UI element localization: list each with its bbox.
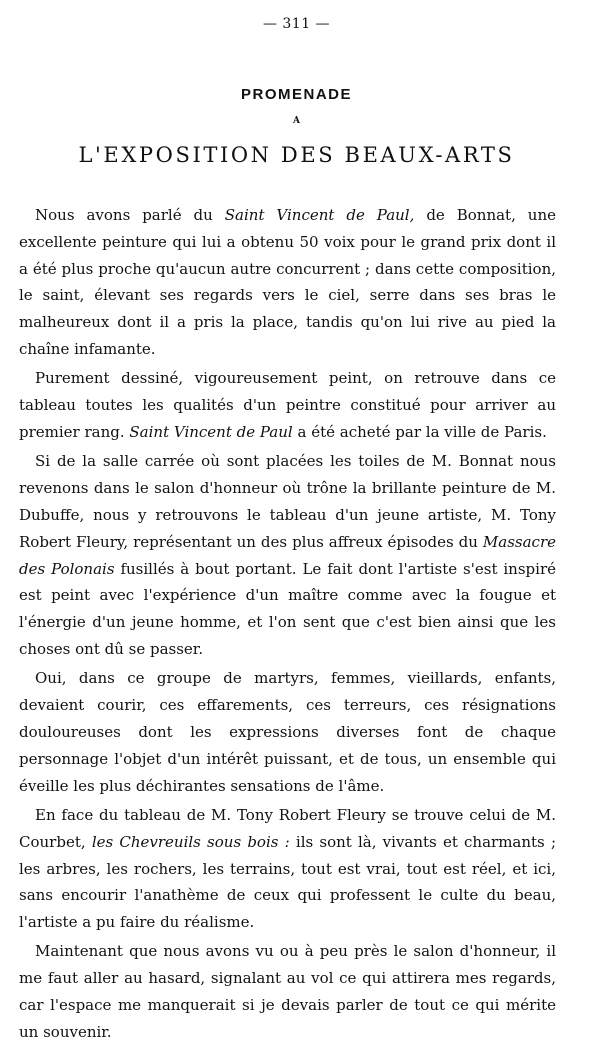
text-run: fusillés à bout portant. Le fait dont l'artiste s'est inspiré est peint avec l'expérience d'un maître comme avec la fougue et l'énergie d'un jeune homme, et l'on sent que c'est bien ainsi que les choses ont dû se passer. — [19, 559, 556, 658]
paragraph — [19, 665, 556, 799]
text-run: En face du tableau de M. Tony Robert Fleury se trouve celui de M. Courbet, — [19, 805, 556, 851]
paragraph — [19, 448, 556, 662]
italic-title: Saint Vincent de Paul — [129, 422, 293, 441]
text-run: Oui, dans ce groupe de martyrs, femmes, vieillards, enfants, devaient courir, ces effarements, ces terreurs, ces résignations douloureuses dont les expressions diverses font de chaque personnage l'objet d'un intérêt puissant, et de tous, un ensemble qui éveille les plus déchirantes sensations de l'âme. — [19, 669, 556, 795]
text-run: ils sont là, vivants et charmants ; les arbres, les rochers, les terrains, tout est vrai, tout est réel, et ici, sans encourir l'anathème de ceux qui professent le culte du beau, l'artiste a pu faire du réalisme. — [19, 832, 557, 932]
text-run: Si de la salle carrée où sont placées les toiles de M. Bonnat nous revenons dans le salon d'honneur où trône la brillante peinture de M. Dubuffe, nous y retrouvons le tableau d'un jeune artiste, M. Tony Robert Fleury, représentant un des plus affreux épisodes du — [19, 452, 556, 551]
title-exposition: L'EXPOSITION DES BEAUX-ARTS — [78, 143, 515, 167]
text-run: Maintenant que nous avons vu ou à peu près le salon d'honneur, il me faut aller au hasard, signalant au vol ce qui attirera mes regards, car l'espace me manquerait si je devais parler de tout ce qui mérite un souvenir. — [19, 942, 556, 1041]
page-number: — 311 — — [262, 16, 331, 32]
text-run: a été acheté par la ville de Paris. — [292, 422, 547, 441]
italic-title: Massacre des Polonais — [19, 532, 556, 578]
text-run: Purement dessiné, vigoureusement peint, on retrouve dans ce tableau toutes les qualités d'un peintre constitué pour arriver au premier rang. — [19, 369, 556, 441]
paragraph — [19, 365, 556, 445]
text-run: de Bonnat, une excellente peinture qui lui a obtenu 50 voix pour le grand prix dont il a été plus proche qu'aucun autre concurrent ; dans cette composition, le saint, élevant ses regards vers le ciel, serre dans ses bras le malheureux dont il a pris la place, tandis qu'on lui rive au pied la chaîne infamante. — [19, 206, 556, 358]
article-body — [19, 202, 556, 1048]
paragraph — [19, 202, 556, 363]
title-connector: A — [293, 116, 300, 126]
italic-title: Saint Vincent de Paul, — [224, 206, 415, 224]
italic-title: les Chevreuils sous bois : — [91, 832, 290, 851]
title-promenade: PROMENADE — [240, 86, 352, 103]
paragraph — [19, 802, 556, 936]
paragraph — [19, 938, 556, 1045]
text-run: Nous avons parlé du — [35, 206, 225, 224]
